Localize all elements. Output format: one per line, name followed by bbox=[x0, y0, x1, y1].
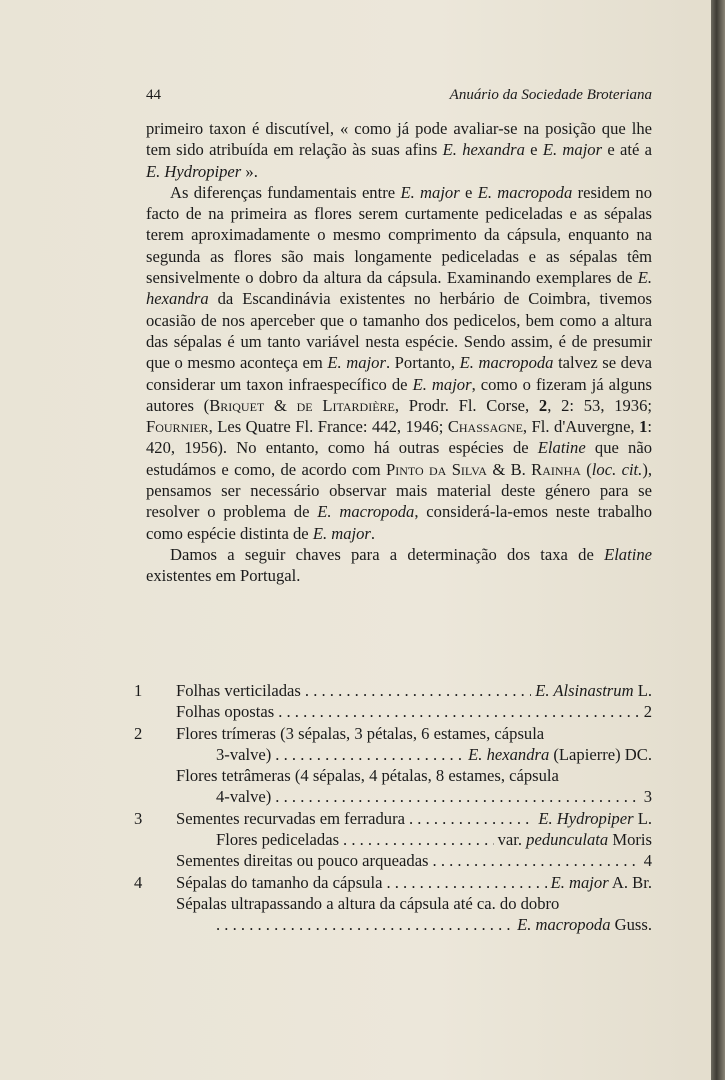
dot-leader bbox=[275, 744, 464, 765]
page-number: 44 bbox=[146, 87, 161, 103]
journal-title: Anuário da Sociedade Broteriana bbox=[449, 87, 652, 103]
book-spine bbox=[711, 0, 725, 1080]
dot-leader bbox=[275, 786, 639, 807]
key-couplet-3 bbox=[130, 808, 652, 872]
couplet-number: 3 bbox=[134, 808, 143, 828]
key-lead: Folhas opostas . . . 2 bbox=[176, 701, 652, 722]
dot-leader bbox=[305, 680, 531, 701]
key-lead: Sépalas do tamanho da cápsula . . . E. major A. Br. bbox=[176, 872, 652, 893]
running-header bbox=[146, 87, 652, 104]
identification-key bbox=[130, 680, 652, 936]
key-lead-text: Flores tetrâmeras (4 sépalas, 4 pétalas, 8 estames, cápsula bbox=[176, 766, 559, 786]
paragraph-1: primeiro taxon é discutível, « como já pode avaliar-se na posição que lhe tem sido atribuída em relação às suas afins E. hexandra e E. major e até a E. Hydropiper ». bbox=[146, 119, 652, 181]
dot-leader bbox=[386, 872, 546, 893]
couplet-number: 1 bbox=[134, 681, 143, 700]
paragraph-2: As diferenças fundamentais entre E. major e E. macropoda residem no facto de na primeira as flores serem curtamente pediceladas e as sépalas terem aproximadamente o mesmo comprimento da cápsula, enquanto na segunda as flores são mais longamente pediceladas e as sépalas têm sensivelmente o dobro da altura da cápsula. Examinando exemplares de E. hexandra da Escandinávia existentes no herbário de Coimbra, tivemos ocasião de nos aperceber que o tamanho dos pedicelos, bem como a altura das sépalas é um tanto variável nesta espécie. Sendo assim, é de presumir que o mesmo aconteça em E. major. Portanto, E. macropoda talvez se deva considerar um taxon infraespecífico de E. major, como o fizeram já alguns autores (Briquet & de Litardière, Prodr. Fl. Corse, 2, 2: 53, 1936; Fournier, Les Quatre Fl. France: 442, 1946; Chassagne, Fl. d'Auvergne, 1: 420, 1956). No entanto, como há outras espécies de Elatine que não estudámos e como, de acordo com Pinto da Silva & B. Rainha (loc. cit.), pensamos ser necessário observar mais material deste género para se resolver o problema de E. macropoda, considerá-la-emos neste trabalho como espécie distinta de E. major. bbox=[146, 182, 653, 543]
couplet-number: 2 bbox=[134, 723, 143, 743]
key-lead: 3-valve) . . . E. hexandra (Lapierre) DC. bbox=[176, 744, 652, 765]
key-lead: 4-valve) . . . 3 bbox=[176, 786, 652, 807]
couplet-number: 4 bbox=[134, 872, 143, 892]
key-couplet-1 bbox=[130, 680, 652, 723]
key-lead: . . . E. macropoda Guss. bbox=[176, 914, 652, 935]
paragraph-3: Damos a seguir chaves para a determinação dos taxa de Elatine existentes em Portugal. bbox=[146, 544, 652, 586]
dot-leader bbox=[278, 701, 640, 722]
dot-leader bbox=[216, 914, 513, 935]
key-couplet-2 bbox=[130, 723, 652, 808]
key-lead: Sementes recurvadas em ferradura . . . E. Hydropiper L. bbox=[176, 808, 652, 829]
key-lead-text: Sépalas ultrapassando a altura da cápsula até ca. do dobro bbox=[176, 893, 560, 913]
key-lead: Sementes direitas ou pouco arqueadas . . . 4 bbox=[176, 850, 652, 871]
key-lead-text: Flores trímeras (3 sépalas, 3 pétalas, 6 estames, cápsula bbox=[176, 723, 545, 743]
dot-leader bbox=[409, 808, 534, 829]
key-lead: Flores pediceladas . . . var. pedunculata Moris bbox=[176, 829, 652, 850]
key-couplet-4 bbox=[130, 872, 652, 936]
body-text bbox=[146, 118, 652, 587]
dot-leader bbox=[343, 829, 494, 850]
key-lead: Folhas verticiladas . . . E. Alsinastrum L. bbox=[176, 680, 652, 701]
dot-leader bbox=[433, 850, 640, 871]
